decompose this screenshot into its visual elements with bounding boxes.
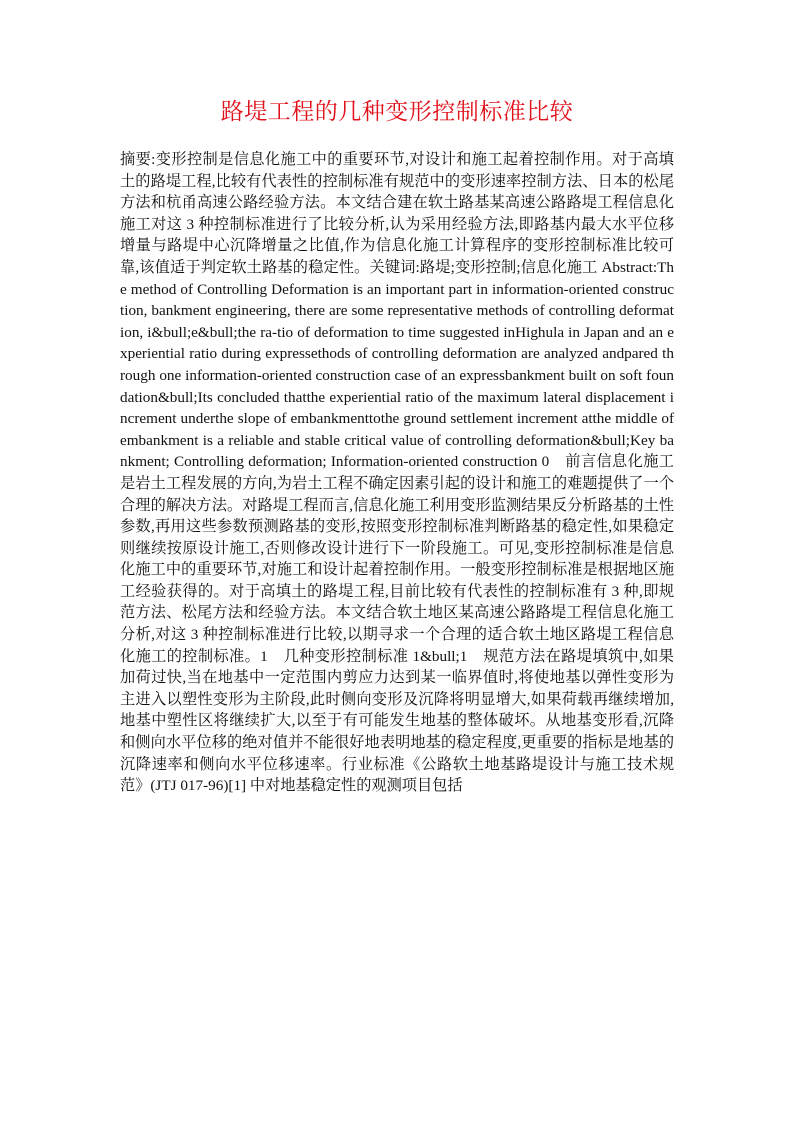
document-title: 路堤工程的几种变形控制标准比较 bbox=[220, 99, 574, 125]
document-body: 摘要:变形控制是信息化施工中的重要环节,对设计和施工起着控制作用。对于高填土的路堤工程,比较有代表性的控制标准有规范中的变形速率控制方法、日本的松尾方法和杭甬高速公路经验方法。本文结合建在软土路基某高速公路路堤工程信息化施工对这 3 种控制标准进行了比较分析,认为采用经验方法,即路基内最大水平位移增量与路堤中心沉降增量之比值,作为信息化施工计算程序的变形控制标准比较可靠,该值适于判定软土路基的稳定性。关键词:路堤;变形控制;信息化施工 Abstract:The method of Controlling Deformation is an important part in information-oriented construction, bankment engineering, there are some representative methods of controlling deformation, i&bull;e&bull;the ra-tio of deformation to time suggested inHighula in Japan and an experiential ratio during expressethods of controlling deformation are analyzed andpared through one information-oriented construction case of an expressbankment built on soft foundation&bull;Its concluded thatthe experiential ratio of the maximum lateral displacement increment underthe slope of embankmenttothe ground settlement increment atthe middle of embankment is a reliable and stable critical value of controlling deformation&bull;Key bankment; Controlling deformation; Information-oriented construction 0 前言信息化施工是岩土工程发展的方向,为岩土工程不确定因素引起的设计和施工的难题提供了一个合理的解决方法。对路堤工程而言,信息化施工利用变形监测结果反分析路基的土性参数,再用这些参数预测路基的变形,按照变形控制标准判断路基的稳定性,如果稳定则继续按原设计施工,否则修改设计进行下一阶段施工。可见,变形控制标准是信息化施工中的重要环节,对施工和设计起着控制作用。一般变形控制标准是根据地区施工经验获得的。对于高填土的路堤工程,目前比较有代表性的控制标准有 3 种,即规范方法、松尾方法和经验方法。本文结合软土地区某高速公路路堤工程信息化施工分析,对这 3 种控制标准进行比较,以期寻求一个合理的适合软土地区路堤工程信息化施工的控制标准。1 几种变形控制标准 1&bull;1 规范方法在路堤填筑中,如果加荷过快,当在地基中一定范围内剪应力达到某一临界值时,将使地基以弹性变形为主进入以塑性变形为主阶段,此时侧向变形及沉降将明显增大,如果荷载再继续增加,地基中塑性区将继续扩大,以至于有可能发生地基的整体破坏。从地基变形看,沉降和侧向水平位移的绝对值并不能很好地表明地基的稳定程度,更重要的指标是地基的沉降速率和侧向水平位移速率。行业标准《公路软土地基路堤设计与施工技术规范》(JTJ 017-96)[1] 中对地基稳定性的观测项目包括 bbox=[120, 151, 674, 795]
